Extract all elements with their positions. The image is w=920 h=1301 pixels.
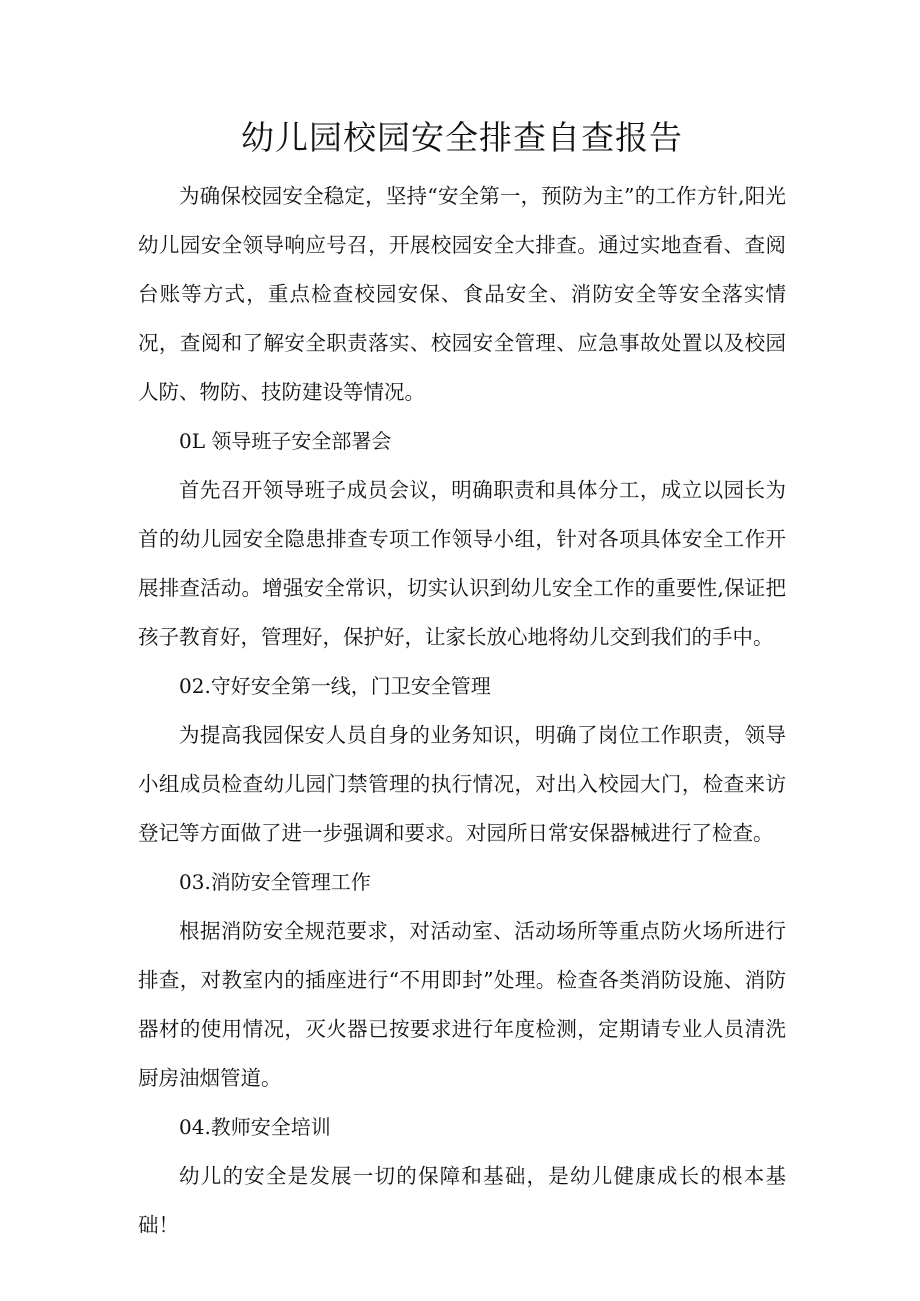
section-gate-security [138, 662, 786, 858]
section-teacher-training [138, 1103, 786, 1250]
intro-paragraph: 为确保校园安全稳定，坚持“安全第一，预防为主”的工作方针,阳光幼儿园安全领导响应号召，开展校园安全大排查。通过实地查看、查阅台账等方式，重点检查校园安保、食品安全、消防安全等安全落实情况，查阅和了解安全职责落实、校园安全管理、应急事故处置以及校园人防、物防、技防建设等情况。 [138, 184, 786, 404]
section-body: 为提高我园保安人员自身的业务知识，明确了岗位工作职责，领导小组成员检查幼儿园门禁管理的执行情况，对出入校园大门，检查来访登记等方面做了进一步强调和要求。对园所日常安保器械进行了检查。 [138, 723, 786, 845]
section-heading: 02.守好安全第一线，门卫安全管理 [179, 674, 491, 698]
section-body: 首先召开领导班子成员会议，明确职责和具体分工，成立以园长为首的幼儿园安全隐患排查专项工作领导小组，针对各项具体安全工作开展排查活动。增强安全常识，切实认识到幼儿安全工作的重要性,保证把孩子教育好，管理好，保护好，让家长放心地将幼儿交到我们的手中。 [138, 478, 786, 649]
section-body: 根据消防安全规范要求，对活动室、活动场所等重点防火场所进行排查，对教室内的插座进行“不用即封”处理。检查各类消防设施、消防器材的使用情况，灭火器已按要求进行年度检测，定期请专业人员清洗厨房油烟管道。 [138, 919, 786, 1090]
section-fire-safety [138, 858, 786, 1103]
document-title: 幼儿园校园安全排查自查报告 [241, 118, 683, 157]
document-page [138, 108, 786, 1250]
section-body: 幼儿的安全是发展一切的保障和基础，是幼儿健康成长的根本基础！ [138, 1164, 786, 1237]
section-leadership-meeting [138, 417, 786, 662]
section-heading: 03.消防安全管理工作 [179, 870, 371, 894]
section-heading: 0L 领导班子安全部署会 [179, 429, 392, 453]
section-heading: 04.教师安全培训 [179, 1115, 331, 1139]
